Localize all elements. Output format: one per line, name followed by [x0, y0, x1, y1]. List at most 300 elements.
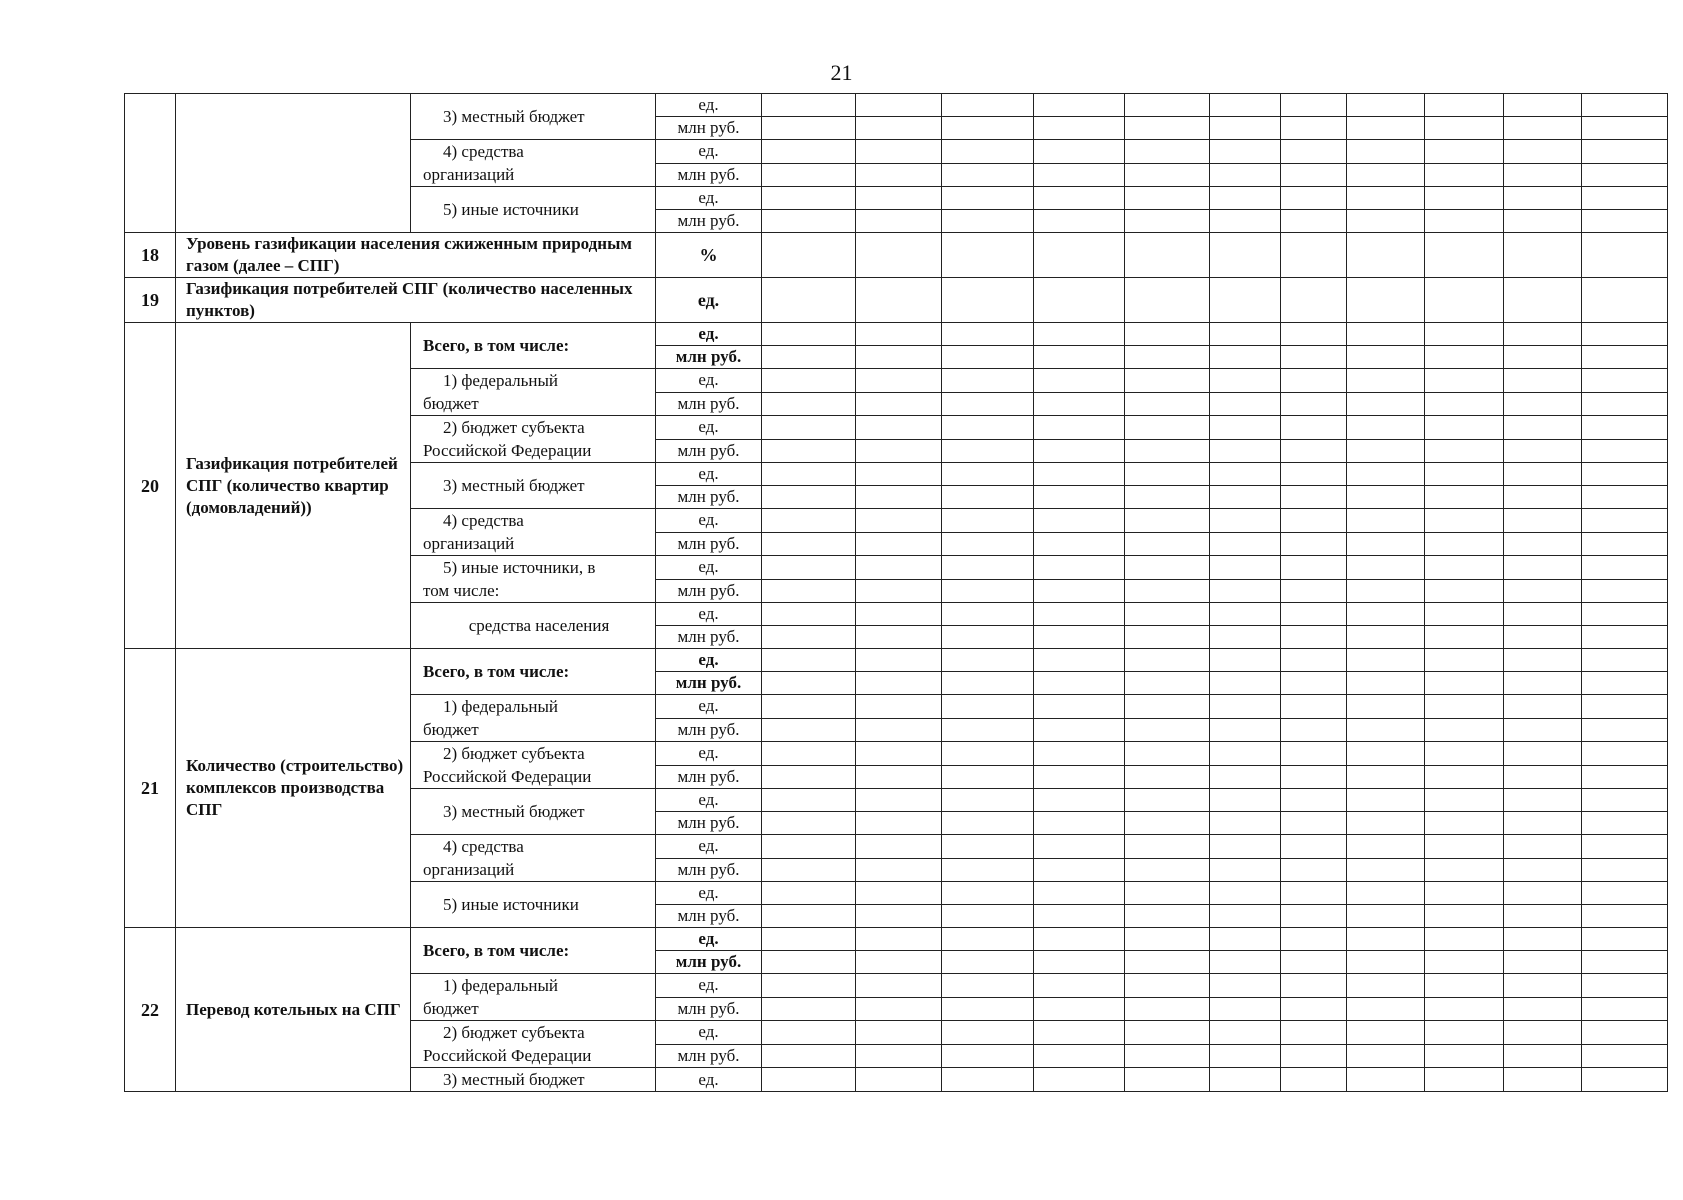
unit-cell: ед. [656, 789, 762, 812]
data-cell [942, 532, 1034, 556]
data-cell [1582, 163, 1668, 187]
data-cell [1034, 94, 1125, 117]
table-body [125, 94, 1668, 1092]
data-cell [1125, 742, 1210, 766]
data-cell [942, 416, 1034, 440]
data-cell [1281, 928, 1347, 951]
data-cell [1504, 882, 1582, 905]
data-cell [762, 579, 856, 603]
funding-source [411, 323, 656, 369]
data-cell [1504, 626, 1582, 649]
data-cell [942, 187, 1034, 210]
data-cell [1281, 532, 1347, 556]
data-cell [762, 765, 856, 789]
data-cell [1582, 649, 1668, 672]
data-cell [856, 1044, 942, 1068]
data-cell [1281, 858, 1347, 882]
data-cell [856, 974, 942, 998]
data-cell [1425, 532, 1504, 556]
unit-cell: млн руб. [656, 1044, 762, 1068]
data-cell [1210, 882, 1281, 905]
unit-cell: ед. [656, 509, 762, 533]
data-cell [856, 858, 942, 882]
data-cell [1504, 858, 1582, 882]
data-cell [1281, 742, 1347, 766]
data-cell [1034, 951, 1125, 974]
data-cell [762, 789, 856, 812]
funding-source-line: 4) средства [443, 837, 524, 856]
funding-source [411, 416, 656, 463]
data-cell [1034, 649, 1125, 672]
data-cell [1425, 278, 1504, 323]
unit-cell: млн руб. [656, 439, 762, 463]
data-cell [762, 187, 856, 210]
funding-source [411, 140, 656, 187]
data-cell [1210, 1044, 1281, 1068]
data-cell [762, 346, 856, 369]
data-cell [1281, 416, 1347, 440]
data-cell [1582, 579, 1668, 603]
data-cell [1210, 486, 1281, 509]
data-cell [1582, 210, 1668, 233]
data-cell [856, 140, 942, 164]
data-cell [1582, 140, 1668, 164]
table-row-19 [125, 278, 1668, 323]
data-cell [1582, 187, 1668, 210]
data-cell [942, 928, 1034, 951]
data-cell [1210, 278, 1281, 323]
data-cell [1582, 951, 1668, 974]
data-cell [1582, 858, 1668, 882]
data-cell [762, 742, 856, 766]
data-cell [942, 789, 1034, 812]
gasification-indicators-table [124, 93, 1668, 1092]
data-cell [1034, 278, 1125, 323]
data-cell [1034, 1044, 1125, 1068]
data-cell [1210, 672, 1281, 695]
data-cell [942, 951, 1034, 974]
data-cell [1210, 140, 1281, 164]
unit-cell: млн руб. [656, 117, 762, 140]
data-cell [1582, 509, 1668, 533]
funding-source [411, 556, 656, 603]
data-cell [856, 278, 942, 323]
data-cell [1210, 858, 1281, 882]
data-cell [1347, 416, 1425, 440]
data-cell [1347, 187, 1425, 210]
data-cell [1210, 1068, 1281, 1092]
data-cell [1034, 392, 1125, 416]
data-cell [1425, 905, 1504, 928]
data-cell [1281, 369, 1347, 393]
funding-source [411, 928, 656, 974]
data-cell [1210, 1021, 1281, 1045]
funding-source [411, 187, 656, 233]
data-cell [1425, 210, 1504, 233]
data-cell [1210, 997, 1281, 1021]
data-cell [1425, 439, 1504, 463]
funding-source-line: Российской Федерации [423, 767, 592, 786]
data-cell [1504, 94, 1582, 117]
data-cell [1504, 140, 1582, 164]
data-cell [1281, 905, 1347, 928]
funding-source-line: 1) федеральный [443, 697, 558, 716]
data-cell [1125, 556, 1210, 580]
data-cell [1425, 463, 1504, 486]
data-cell [762, 163, 856, 187]
data-cell [1504, 649, 1582, 672]
data-cell [1034, 1021, 1125, 1045]
unit-cell: ед. [656, 323, 762, 346]
data-cell [856, 905, 942, 928]
data-cell [1504, 278, 1582, 323]
unit-cell: ед. [656, 882, 762, 905]
data-cell [762, 94, 856, 117]
data-cell [1347, 346, 1425, 369]
data-cell [1582, 532, 1668, 556]
data-cell [762, 392, 856, 416]
data-cell [1425, 997, 1504, 1021]
data-cell [1504, 742, 1582, 766]
funding-source-label: 3) местный бюджет [443, 1070, 585, 1089]
unit-cell: ед. [656, 463, 762, 486]
data-cell [1125, 905, 1210, 928]
data-cell [1034, 905, 1125, 928]
data-cell [1347, 486, 1425, 509]
data-cell [1425, 951, 1504, 974]
data-cell [762, 140, 856, 164]
data-cell [1281, 439, 1347, 463]
data-cell [762, 439, 856, 463]
data-cell [1582, 928, 1668, 951]
data-cell [942, 626, 1034, 649]
unit-cell: ед. [656, 187, 762, 210]
indicator-name: Уровень газификации населения сжиженным природным газом (далее – СПГ) [176, 233, 656, 278]
data-cell [1504, 765, 1582, 789]
funding-source-line: бюджет [423, 394, 479, 413]
data-cell [856, 392, 942, 416]
data-cell [1425, 1044, 1504, 1068]
data-cell [762, 1044, 856, 1068]
data-cell [1210, 532, 1281, 556]
data-cell [1425, 626, 1504, 649]
data-cell [1210, 392, 1281, 416]
data-cell [1034, 140, 1125, 164]
data-cell [1210, 346, 1281, 369]
funding-source [411, 603, 656, 649]
data-cell [1504, 672, 1582, 695]
data-cell [1504, 812, 1582, 835]
data-cell [1281, 463, 1347, 486]
data-cell [1582, 812, 1668, 835]
data-cell [1347, 812, 1425, 835]
data-cell [1347, 1021, 1425, 1045]
data-cell [856, 210, 942, 233]
data-cell [1125, 1068, 1210, 1092]
data-cell [1125, 882, 1210, 905]
data-cell [856, 486, 942, 509]
data-cell [1425, 858, 1504, 882]
funding-source-line: том числе: [423, 581, 500, 600]
data-cell [1281, 812, 1347, 835]
data-cell [942, 439, 1034, 463]
data-cell [1425, 117, 1504, 140]
data-cell [856, 556, 942, 580]
unit-cell: млн руб. [656, 951, 762, 974]
data-cell [1504, 369, 1582, 393]
data-cell [1210, 951, 1281, 974]
data-cell [1582, 1068, 1668, 1092]
data-cell [942, 556, 1034, 580]
funding-source [411, 835, 656, 882]
data-cell [1347, 1044, 1425, 1068]
funding-source-line: 5) иные источники, в [443, 558, 596, 577]
funding-source-line: бюджет [423, 999, 479, 1018]
data-cell [1582, 439, 1668, 463]
data-cell [1504, 346, 1582, 369]
data-cell [1034, 369, 1125, 393]
data-cell [1582, 789, 1668, 812]
data-cell [1347, 603, 1425, 626]
data-cell [856, 997, 942, 1021]
data-cell [762, 210, 856, 233]
data-cell [1034, 509, 1125, 533]
unit-cell: млн руб. [656, 718, 762, 742]
data-cell [1347, 117, 1425, 140]
data-cell [1281, 974, 1347, 998]
data-cell [1034, 532, 1125, 556]
funding-source [411, 649, 656, 695]
funding-source-label: 3) местный бюджет [443, 107, 585, 126]
data-cell [1125, 603, 1210, 626]
data-cell [1347, 858, 1425, 882]
data-cell [942, 858, 1034, 882]
data-cell [1281, 1068, 1347, 1092]
data-cell [1210, 323, 1281, 346]
unit-cell: млн руб. [656, 210, 762, 233]
data-cell [1347, 905, 1425, 928]
data-cell [1125, 626, 1210, 649]
data-cell [1210, 974, 1281, 998]
data-cell [762, 532, 856, 556]
data-cell [1034, 210, 1125, 233]
data-cell [942, 812, 1034, 835]
data-cell [1034, 163, 1125, 187]
data-cell [1425, 416, 1504, 440]
data-cell [1281, 1021, 1347, 1045]
funding-source-line: 2) бюджет субъекта [443, 418, 585, 437]
data-cell [762, 997, 856, 1021]
data-cell [1347, 974, 1425, 998]
data-cell [1582, 974, 1668, 998]
data-cell [1582, 117, 1668, 140]
data-cell [1425, 579, 1504, 603]
unit-cell: ед. [656, 603, 762, 626]
data-cell [856, 323, 942, 346]
data-cell [762, 1068, 856, 1092]
data-cell [1281, 997, 1347, 1021]
data-cell [1034, 928, 1125, 951]
data-cell [762, 974, 856, 998]
unit-cell: ед. [656, 140, 762, 164]
data-cell [1504, 210, 1582, 233]
data-cell [1125, 439, 1210, 463]
data-cell [1125, 1021, 1210, 1045]
table-row [125, 928, 1668, 951]
data-cell [1582, 233, 1668, 278]
data-cell [1425, 742, 1504, 766]
data-cell [1210, 210, 1281, 233]
data-cell [856, 509, 942, 533]
unit-cell: ед. [656, 1021, 762, 1045]
data-cell [1210, 117, 1281, 140]
table-row [125, 649, 1668, 672]
data-cell [1425, 556, 1504, 580]
unit-cell: % [656, 233, 762, 278]
data-cell [1125, 974, 1210, 998]
data-cell [856, 369, 942, 393]
data-cell [1425, 486, 1504, 509]
indicator-name: Газификация потребителей СПГ (количество квартир (домовладений)) [176, 323, 411, 649]
data-cell [856, 951, 942, 974]
data-cell [1125, 695, 1210, 719]
data-cell [1210, 603, 1281, 626]
data-cell [1281, 579, 1347, 603]
data-cell [1504, 718, 1582, 742]
data-cell [856, 928, 942, 951]
data-cell [1210, 718, 1281, 742]
unit-cell: ед. [656, 416, 762, 440]
data-cell [942, 509, 1034, 533]
data-cell [856, 649, 942, 672]
data-cell [1210, 233, 1281, 278]
unit-cell: млн руб. [656, 532, 762, 556]
data-cell [1425, 323, 1504, 346]
data-cell [762, 905, 856, 928]
data-cell [1504, 603, 1582, 626]
funding-source-line: бюджет [423, 720, 479, 739]
indicator-name: Газификация потребителей СПГ (количество населенных пунктов) [176, 278, 656, 323]
data-cell [1281, 94, 1347, 117]
unit-cell: ед. [656, 94, 762, 117]
data-cell [1504, 789, 1582, 812]
data-cell [856, 463, 942, 486]
data-cell [1034, 187, 1125, 210]
funding-source-line: 2) бюджет субъекта [443, 1023, 585, 1042]
funding-source-label: Всего, в том числе: [423, 336, 570, 355]
data-cell [1347, 439, 1425, 463]
data-cell [1582, 905, 1668, 928]
data-cell [942, 882, 1034, 905]
data-cell [1210, 649, 1281, 672]
unit-cell: млн руб. [656, 392, 762, 416]
data-cell [1034, 1068, 1125, 1092]
funding-source [411, 509, 656, 556]
data-cell [1582, 278, 1668, 323]
data-cell [762, 695, 856, 719]
table-row [125, 94, 1668, 117]
data-cell [1425, 163, 1504, 187]
funding-source [411, 974, 656, 1021]
data-cell [1210, 579, 1281, 603]
funding-source-line: Российской Федерации [423, 1046, 592, 1065]
funding-source-line: организаций [423, 534, 515, 553]
funding-source [411, 94, 656, 140]
data-cell [1347, 882, 1425, 905]
data-cell [1347, 672, 1425, 695]
data-cell [942, 210, 1034, 233]
data-cell [1281, 233, 1347, 278]
data-cell [1281, 509, 1347, 533]
data-cell [856, 579, 942, 603]
data-cell [942, 765, 1034, 789]
data-cell [856, 672, 942, 695]
unit-cell: ед. [656, 649, 762, 672]
unit-cell: млн руб. [656, 346, 762, 369]
data-cell [1504, 951, 1582, 974]
indicator-name: Перевод котельных на СПГ [176, 928, 411, 1092]
data-cell [1034, 579, 1125, 603]
data-cell [1125, 187, 1210, 210]
data-cell [762, 649, 856, 672]
data-cell [942, 672, 1034, 695]
unit-cell: млн руб. [656, 163, 762, 187]
data-cell [942, 718, 1034, 742]
data-cell [1425, 94, 1504, 117]
data-cell [1125, 789, 1210, 812]
data-cell [942, 140, 1034, 164]
data-cell [942, 742, 1034, 766]
data-cell [1125, 835, 1210, 859]
data-cell [1034, 416, 1125, 440]
data-cell [1504, 486, 1582, 509]
row-number: 19 [125, 278, 176, 323]
data-cell [1281, 117, 1347, 140]
data-cell [1504, 974, 1582, 998]
data-cell [1125, 858, 1210, 882]
data-cell [1582, 882, 1668, 905]
data-cell [1125, 94, 1210, 117]
data-cell [1034, 742, 1125, 766]
data-cell [1281, 278, 1347, 323]
table-row-18 [125, 233, 1668, 278]
data-cell [1125, 163, 1210, 187]
data-cell [1425, 649, 1504, 672]
data-cell [856, 117, 942, 140]
data-cell [1504, 323, 1582, 346]
data-cell [856, 233, 942, 278]
data-cell [856, 695, 942, 719]
data-cell [1210, 835, 1281, 859]
data-cell [1425, 765, 1504, 789]
data-cell [1281, 1044, 1347, 1068]
unit-cell: млн руб. [656, 812, 762, 835]
data-cell [1582, 1044, 1668, 1068]
indicator-name: Количество (строительство) комплексов производства СПГ [176, 649, 411, 928]
data-cell [1425, 928, 1504, 951]
data-cell [1425, 672, 1504, 695]
funding-source [411, 463, 656, 509]
data-cell [856, 812, 942, 835]
data-cell [1125, 278, 1210, 323]
data-cell [1347, 94, 1425, 117]
data-cell [1034, 718, 1125, 742]
data-cell [1210, 765, 1281, 789]
data-cell [1347, 163, 1425, 187]
data-cell [856, 187, 942, 210]
data-cell [1425, 187, 1504, 210]
funding-source-line: 4) средства [443, 511, 524, 530]
